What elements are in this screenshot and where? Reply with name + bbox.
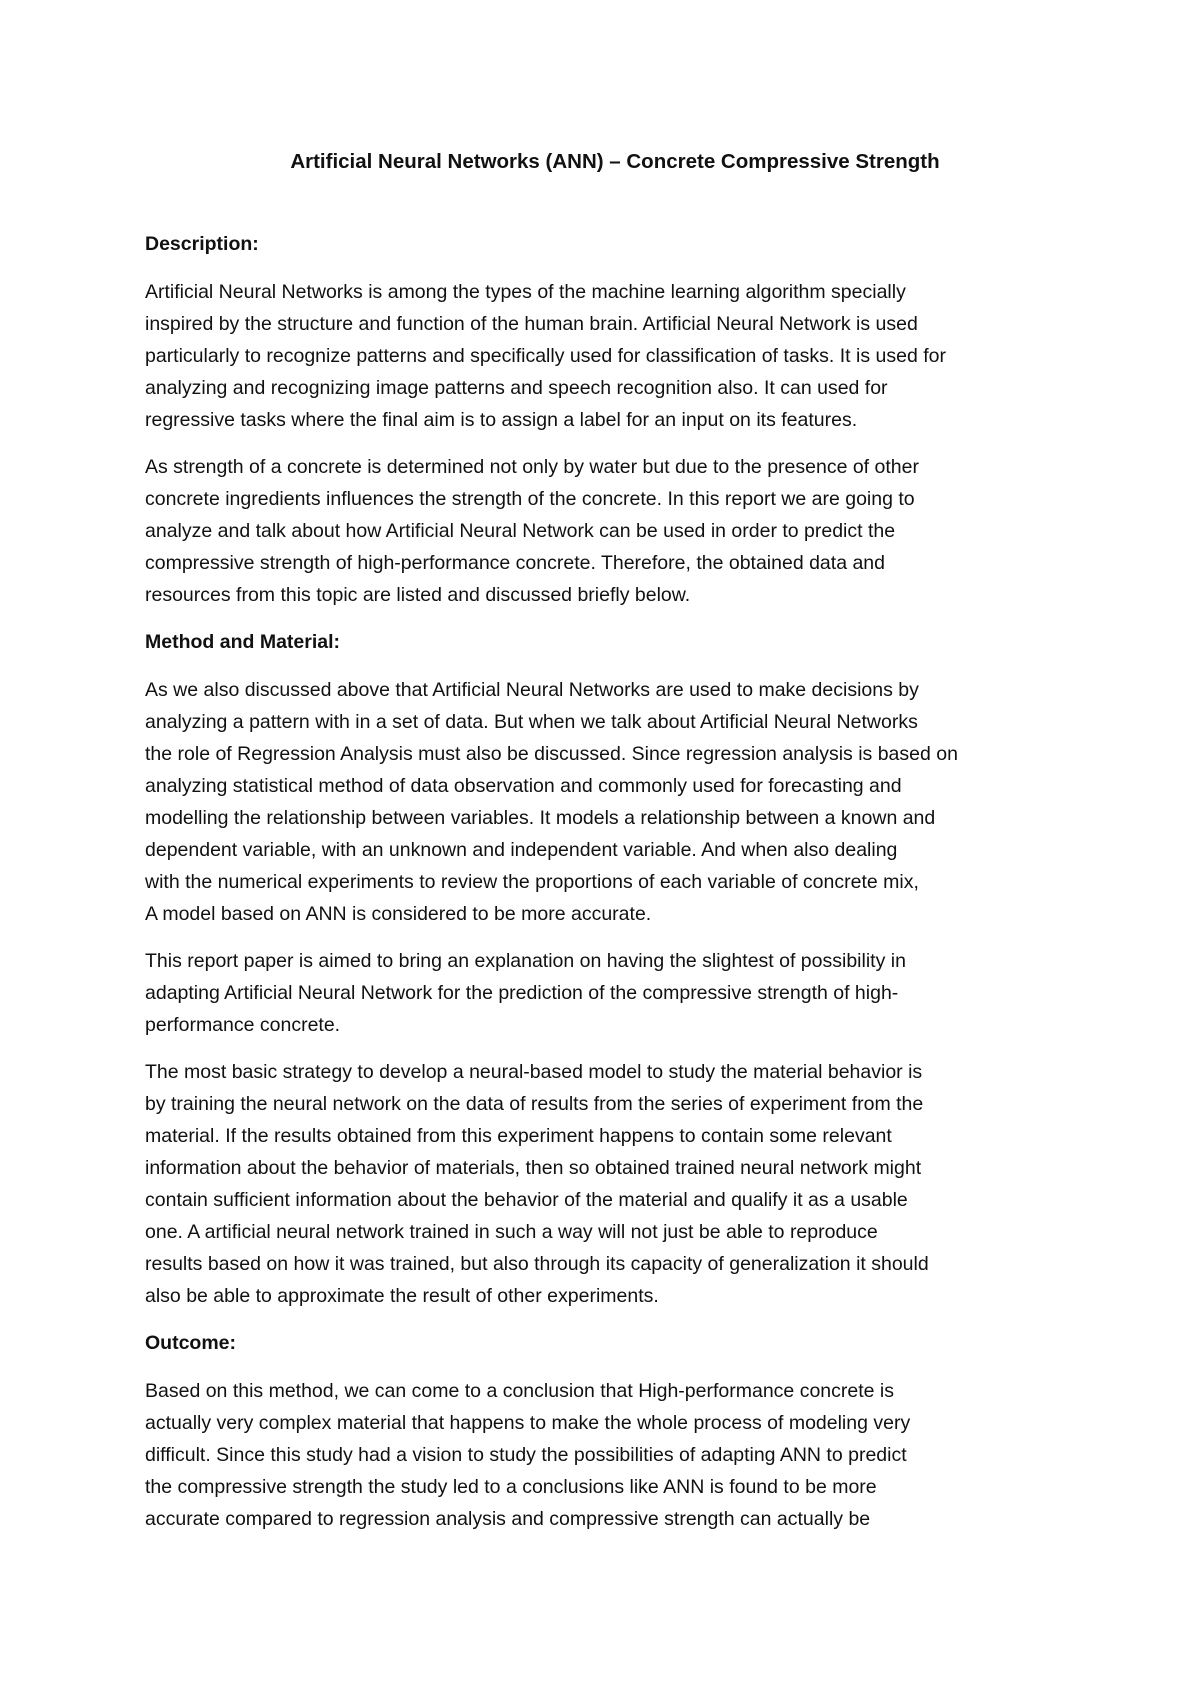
text-line: concrete ingredients influences the strength of the concrete. In this report we are going to <box>145 488 915 510</box>
text-line: the compressive strength the study led to a conclusions like ANN is found to be more <box>145 1476 877 1498</box>
document-sections <box>145 228 1065 1535</box>
section-heading: Description: <box>145 233 259 255</box>
text-line: modelling the relationship between variables. It models a relationship between a known and <box>145 807 936 829</box>
paragraph <box>145 945 1065 1041</box>
text-line: accurate compared to regression analysis and compressive strength can actually be <box>145 1508 871 1530</box>
text-line: difficult. Since this study had a vision to study the possibilities of adapting ANN to predict <box>145 1444 907 1466</box>
text-line: with the numerical experiments to review the proportions of each variable of concrete mix, <box>145 871 919 893</box>
paragraph <box>145 1056 1065 1312</box>
section-heading: Outcome: <box>145 1332 237 1354</box>
text-line: dependent variable, with an unknown and independent variable. And when also dealing <box>145 839 898 861</box>
text-line: analyzing statistical method of data observation and commonly used for forecasting and <box>145 775 902 797</box>
text-line: performance concrete. <box>145 1014 341 1036</box>
text-line: by training the neural network on the data of results from the series of experiment from the <box>145 1093 924 1115</box>
paragraph <box>145 276 1065 436</box>
text-line: Based on this method, we can come to a conclusion that High-performance concrete is <box>145 1380 894 1402</box>
text-line: information about the behavior of materials, then so obtained trained neural network might <box>145 1157 922 1179</box>
document-body <box>145 147 1065 1550</box>
text-line: also be able to approximate the result of other experiments. <box>145 1285 659 1307</box>
text-line: the role of Regression Analysis must also be discussed. Since regression analysis is based on <box>145 743 958 765</box>
text-line: one. A artificial neural network trained in such a way will not just be able to reproduce <box>145 1221 878 1243</box>
text-line: results based on how it was trained, but also through its capacity of generalization it should <box>145 1253 929 1275</box>
text-line: As strength of a concrete is determined not only by water but due to the presence of other <box>145 456 919 478</box>
text-line: The most basic strategy to develop a neural-based model to study the material behavior is <box>145 1061 923 1083</box>
paragraph <box>145 451 1065 611</box>
text-line: particularly to recognize patterns and specifically used for classification of tasks. It is used for <box>145 345 946 367</box>
text-line: compressive strength of high-performance concrete. Therefore, the obtained data and <box>145 552 885 574</box>
text-line: material. If the results obtained from this experiment happens to contain some relevant <box>145 1125 892 1147</box>
text-line: As we also discussed above that Artificial Neural Networks are used to make decisions by <box>145 679 919 701</box>
section-heading: Method and Material: <box>145 631 341 653</box>
paragraph <box>145 1375 1065 1535</box>
text-line: analyze and talk about how Artificial Neural Network can be used in order to predict the <box>145 520 896 542</box>
paragraph <box>145 674 1065 930</box>
text-line: resources from this topic are listed and discussed briefly below. <box>145 584 691 606</box>
text-line: This report paper is aimed to bring an explanation on having the slightest of possibility in <box>145 950 906 972</box>
text-line: adapting Artificial Neural Network for the prediction of the compressive strength of high- <box>145 982 899 1004</box>
text-line: analyzing and recognizing image patterns and speech recognition also. It can used for <box>145 377 888 399</box>
text-line: inspired by the structure and function of the human brain. Artificial Neural Network is used <box>145 313 918 335</box>
text-line: regressive tasks where the final aim is to assign a label for an input on its features. <box>145 409 858 431</box>
text-line: actually very complex material that happens to make the whole process of modeling very <box>145 1412 911 1434</box>
text-line: contain sufficient information about the behavior of the material and qualify it as a usable <box>145 1189 908 1211</box>
text-line: A model based on ANN is considered to be more accurate. <box>145 903 652 925</box>
document-title: Artificial Neural Networks (ANN) – Concrete Compressive Strength <box>290 150 940 173</box>
text-line: Artificial Neural Networks is among the types of the machine learning algorithm specially <box>145 281 906 303</box>
text-line: analyzing a pattern with in a set of data. But when we talk about Artificial Neural Networks <box>145 711 918 733</box>
